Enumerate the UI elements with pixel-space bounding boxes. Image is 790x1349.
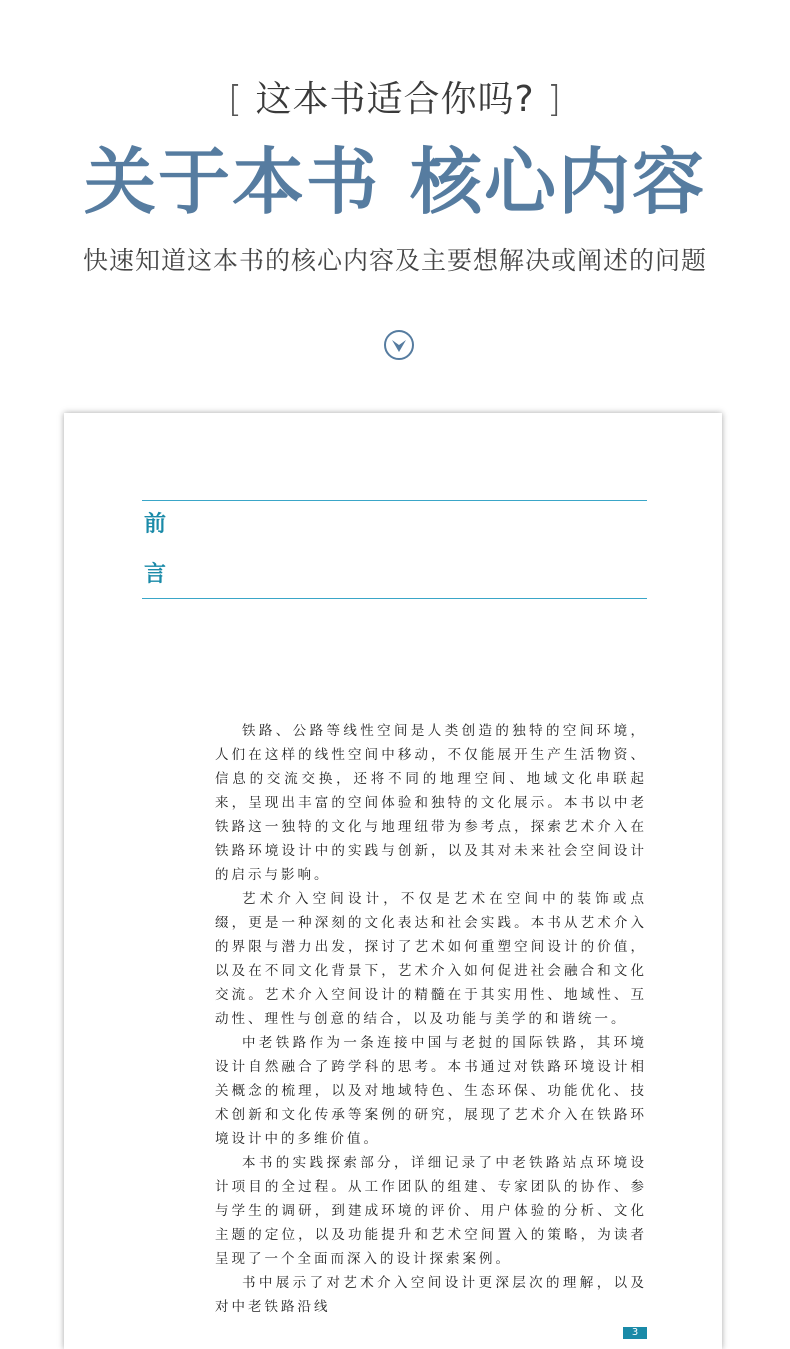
paragraph: 书中展示了对艺术介入空间设计更深层次的理解，以及对中老铁路沿线 [215, 1275, 647, 1315]
paragraph: 中老铁路作为一条连接中国与老挝的国际铁路，其环境设计自然融合了跨学科的思考。本书通过对铁路环境设计相关概念的梳理，以及对地域特色、生态环保、功能优化、技术创新和文化传承等案例的研究，展现了艺术介入在铁路环境设计中的多维价值。 [215, 1035, 647, 1147]
kicker-text: 这本书适合你吗? [255, 79, 535, 120]
bracket-close: ] [547, 79, 563, 120]
bottom-rule [142, 598, 647, 599]
subtitle: 快速知道这本书的核心内容及主要想解决或阐述的问题 [82, 246, 707, 275]
title-part1: 关于本书 [83, 139, 380, 224]
top-rule [142, 500, 647, 501]
page-title [0, 140, 790, 224]
paragraph: 铁路、公路等线性空间是人类创造的独特的空间环境，人们在这样的线性空间中移动，不仅能展开生产生活物资、信息的交流交换，还将不同的地理空间、地域文化串联起来，呈现出丰富的空间体验和独特的文化展示。本书以中老铁路这一独特的文化与地理纽带为参考点，探索艺术介入在铁路环境设计中的实践与创新，以及其对未来社会空间设计的启示与影响。 [215, 723, 647, 883]
kicker [0, 78, 790, 122]
bracket-open: [ [227, 79, 243, 120]
heading-char-2: 言 [144, 561, 167, 587]
chevron-down-circle-icon[interactable] [384, 330, 414, 360]
page-number: 3 [623, 1327, 647, 1339]
heading-char-1: 前 [144, 511, 167, 537]
preface-body [215, 719, 647, 1319]
book-page [64, 413, 722, 1349]
paragraph: 本书的实践探索部分，详细记录了中老铁路站点环境设计项目的全过程。从工作团队的组建、专家团队的协作、参与学生的调研，到建成环境的评价、用户体验的分析、文化主题的定位，以及功能提升和艺术空间置入的策略，为读者呈现了一个全面而深入的设计探索案例。 [215, 1155, 647, 1267]
title-part2: 核心内容 [410, 139, 707, 224]
paragraph: 艺术介入空间设计，不仅是艺术在空间中的装饰或点缀，更是一种深刻的文化表达和社会实践。本书从艺术介入的界限与潜力出发，探讨了艺术如何重塑空间设计的价值，以及在不同文化背景下，艺术介入如何促进社会融合和文化交流。艺术介入空间设计的精髓在于其实用性、地域性、互动性、理性与创意的结合，以及功能与美学的和谐统一。 [215, 891, 647, 1027]
